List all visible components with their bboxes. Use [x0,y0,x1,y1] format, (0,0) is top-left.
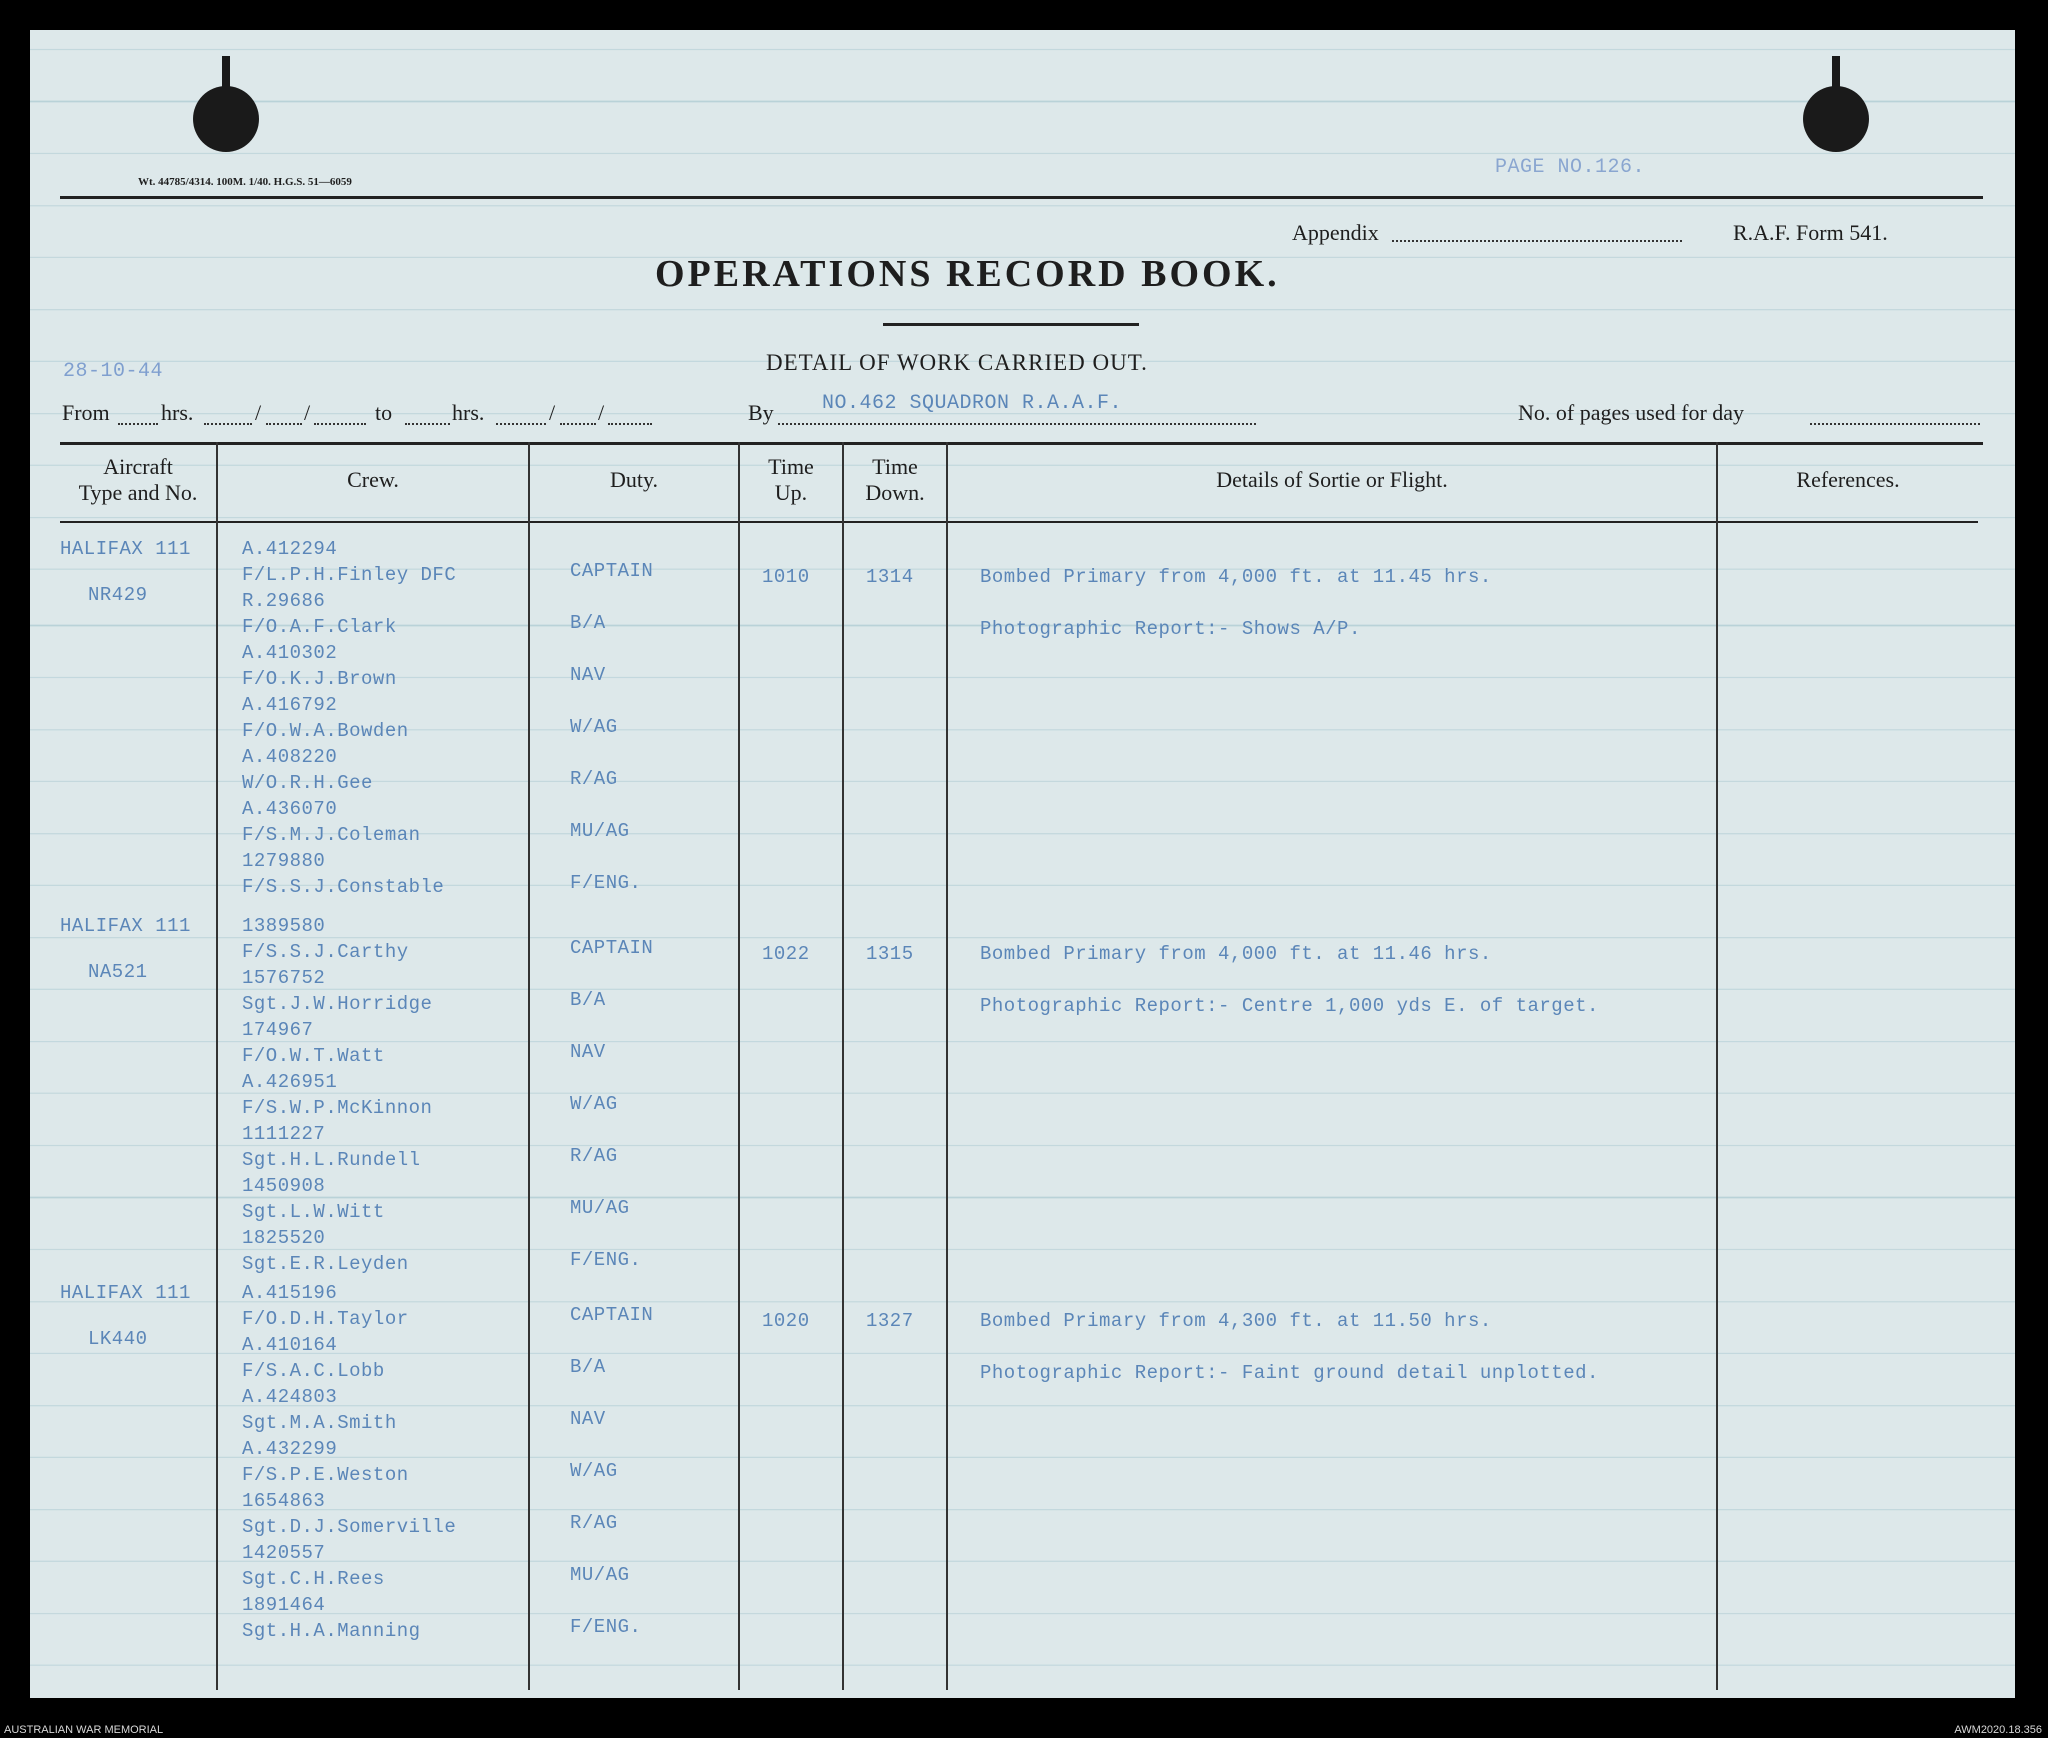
subtitle: DETAIL OF WORK CARRIED OUT. [766,350,1148,375]
crew-line: F/O.D.H.Taylor [242,1308,409,1330]
crew-line: F/S.W.P.McKinnon [242,1097,433,1119]
crew-line: Sgt.J.W.Horridge [242,993,433,1015]
crew-line: Sgt.C.H.Rees [242,1568,385,1590]
crew-line: R.29686 [242,590,326,612]
time-down: 1314 [866,566,914,588]
duty: NAV [570,664,606,686]
crew-line: F/O.K.J.Brown [242,668,397,690]
duty: R/AG [570,1512,618,1534]
aircraft-number: NA521 [88,961,148,983]
header-duty: Duty. [609,467,659,492]
header-time-down: Time Down. [865,454,925,505]
duty: W/AG [570,716,618,738]
from-month-blank [266,423,302,425]
page-title: OPERATIONS RECORD BOOK. [655,253,1280,295]
crew-line: A.408220 [242,746,338,768]
from-year-blank [314,423,366,425]
slash-3: / [549,400,556,425]
record-sheet [30,30,2015,1698]
header-aircraft: Aircraft Type and No. [78,454,198,505]
aircraft-type: HALIFAX 111 [60,538,191,560]
header-crew: Crew. [347,467,399,492]
crew-line: F/O.W.T.Watt [242,1045,385,1067]
crew-line: 1576752 [242,967,326,989]
top-rule [60,196,1983,199]
detail-photo-report: Photographic Report:- Centre 1,000 yds E. of target. [980,995,1599,1017]
crew-line: 1654863 [242,1490,326,1512]
from-label: From [62,400,110,425]
duty: CAPTAIN [570,1304,654,1326]
duty: MU/AG [570,1197,630,1219]
crew-line: 174967 [242,1019,314,1041]
crew-line: Sgt.D.J.Somerville [242,1516,457,1538]
duty: MU/AG [570,820,630,842]
appendix-label: Appendix [1292,220,1379,245]
crew-line: Sgt.H.A.Manning [242,1620,421,1642]
header-references: References. [1796,467,1900,492]
crew-line: 1891464 [242,1594,326,1616]
crew-line: Sgt.M.A.Smith [242,1412,397,1434]
crew-line: A.426951 [242,1071,338,1093]
title-underline [883,323,1139,326]
from-blank [118,423,158,425]
header-details: Details of Sortie or Flight. [1216,467,1448,492]
table-top-rule [60,442,1983,445]
by-label: By [748,400,774,425]
slash-1: / [255,400,262,425]
crew-line: 1825520 [242,1227,326,1249]
detail-photo-report: Photographic Report:- Shows A/P. [980,618,1361,640]
aircraft-type: HALIFAX 111 [60,915,191,937]
duty: B/A [570,989,606,1011]
appendix-line [1392,240,1682,242]
crew-line: Sgt.L.W.Witt [242,1201,385,1223]
crew-line: F/S.A.C.Lobb [242,1360,385,1382]
detail-bombing: Bombed Primary from 4,000 ft. at 11.46 hrs. [980,943,1492,965]
duty: F/ENG. [570,1616,642,1638]
col-divider-6 [1716,442,1718,1690]
duty: R/AG [570,1145,618,1167]
hrs-label-1: hrs. [161,400,194,425]
col-divider-3 [738,442,740,1690]
pages-used-blank [1810,423,1980,425]
duty: CAPTAIN [570,560,654,582]
detail-bombing: Bombed Primary from 4,000 ft. at 11.45 hrs. [980,566,1492,588]
slash-4: / [598,400,605,425]
page-number: PAGE NO.126. [1495,156,1646,179]
credit-left: AUSTRALIAN WAR MEMORIAL [4,1724,164,1736]
duty: CAPTAIN [570,937,654,959]
crew-line: 1450908 [242,1175,326,1197]
duty: NAV [570,1041,606,1063]
detail-bombing: Bombed Primary from 4,300 ft. at 11.50 hrs. [980,1310,1492,1332]
crew-line: Sgt.E.R.Leyden [242,1253,409,1275]
detail-photo-report: Photographic Report:- Faint ground detail unplotted. [980,1362,1599,1384]
crew-line: F/S.M.J.Coleman [242,824,421,846]
crew-line: F/O.A.F.Clark [242,616,397,638]
duty: R/AG [570,768,618,790]
punch-hole-right [1803,86,1869,152]
duty: NAV [570,1408,606,1430]
crew-line: A.432299 [242,1438,338,1460]
duty: F/ENG. [570,872,642,894]
duty: MU/AG [570,1564,630,1586]
duty: B/A [570,1356,606,1378]
crew-line: 1111227 [242,1123,326,1145]
duty: B/A [570,612,606,634]
printer-line: Wt. 44785/4314. 100M. 1/40. H.G.S. 51—6059 [138,176,352,188]
crew-line: 1420557 [242,1542,326,1564]
crew-line: A.436070 [242,798,338,820]
to-month-blank [560,423,596,425]
crew-line: A.416792 [242,694,338,716]
from-day-blank [204,423,252,425]
credit-right: AWM2020.18.356 [1954,1724,2042,1736]
crew-line: F/L.P.H.Finley DFC [242,564,457,586]
crew-line: A.424803 [242,1386,338,1408]
crew-line: A.410302 [242,642,338,664]
crew-line: 1279880 [242,850,326,872]
col-divider-5 [946,442,948,1690]
to-day-blank [496,423,546,425]
to-year-blank [608,423,652,425]
crew-line: F/S.S.J.Constable [242,876,445,898]
duty: F/ENG. [570,1249,642,1271]
col-divider-2 [528,442,530,1690]
crew-line: 1389580 [242,915,326,937]
to-blank [405,423,450,425]
form-number: R.A.F. Form 541. [1733,220,1888,245]
hrs-label-2: hrs. [452,400,485,425]
col-divider-4 [842,442,844,1690]
by-blank [778,423,1256,425]
time-up: 1022 [762,943,810,965]
time-down: 1327 [866,1310,914,1332]
pages-used-label: No. of pages used for day [1518,400,1745,425]
aircraft-type: HALIFAX 111 [60,1282,191,1304]
header-time-up: Time Up. [768,454,814,505]
crew-line: F/S.P.E.Weston [242,1464,409,1486]
punch-hole-left [193,86,259,152]
slash-2: / [304,400,311,425]
crew-line: W/O.R.H.Gee [242,772,373,794]
duty: W/AG [570,1093,618,1115]
aircraft-number: LK440 [88,1328,148,1350]
crew-line: A.412294 [242,538,338,560]
crew-line: F/O.W.A.Bowden [242,720,409,742]
date: 28-10-44 [63,360,164,383]
aircraft-number: NR429 [88,584,148,606]
to-label: to [375,400,393,425]
crew-line: F/S.S.J.Carthy [242,941,409,963]
time-up: 1010 [762,566,810,588]
crew-line: Sgt.H.L.Rundell [242,1149,421,1171]
duty: W/AG [570,1460,618,1482]
crew-line: A.410164 [242,1334,338,1356]
header-bottom-rule [60,521,1978,523]
time-up: 1020 [762,1310,810,1332]
squadron-name: NO.462 SQUADRON R.A.A.F. [822,392,1123,415]
time-down: 1315 [866,943,914,965]
crew-line: A.415196 [242,1282,338,1304]
col-divider-1 [216,442,218,1690]
